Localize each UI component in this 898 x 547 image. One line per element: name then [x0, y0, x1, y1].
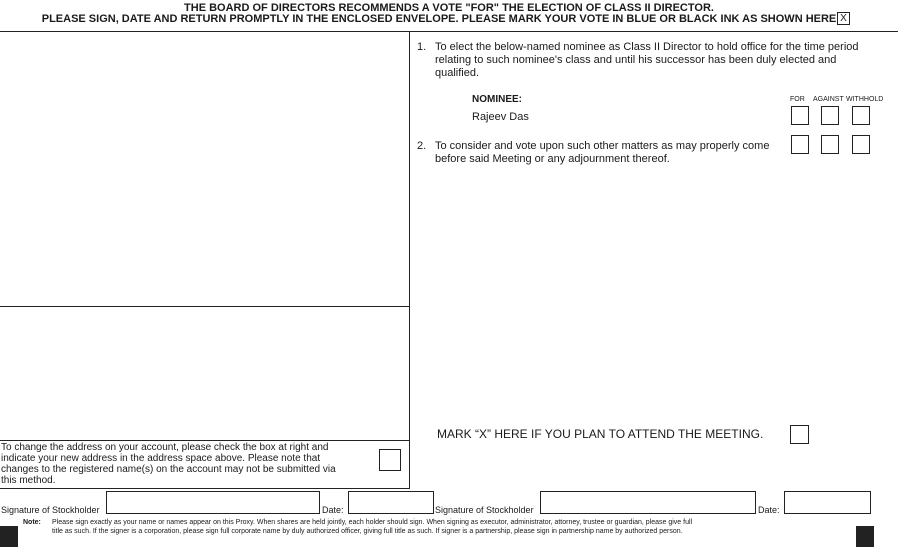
proposal-1-line-3: qualified.: [435, 67, 480, 79]
proposal-2-for-checkbox[interactable]: [791, 135, 809, 154]
date-1-label: Date:: [322, 505, 344, 515]
column-withhold-label: WITHHOLD: [846, 96, 884, 103]
column-against-label: AGAINST: [813, 96, 844, 103]
signature-2-label: Signature of Stockholder: [435, 505, 534, 515]
registration-mark-left: [0, 526, 18, 547]
signature-2-field[interactable]: [540, 491, 756, 514]
address-change-checkbox[interactable]: [379, 449, 401, 471]
nominee-name: Rajeev Das: [472, 111, 529, 123]
signature-1-field[interactable]: [106, 491, 320, 514]
proposal-2-line-2: before said Meeting or any adjournment thereof.: [435, 153, 670, 165]
attend-meeting-checkbox[interactable]: [790, 425, 809, 444]
attend-meeting-text: MARK “X” HERE IF YOU PLAN TO ATTEND THE MEETING.: [437, 427, 764, 441]
date-2-field[interactable]: [784, 491, 871, 514]
column-for-label: FOR: [790, 96, 805, 103]
address-change-line-2: indicate your new address in the address space above. Please note that: [1, 453, 321, 464]
note-line-2: title as such. If the signer is a corporation, please sign full corporate name by duly authorized officer, giving full title as such. If signer is a partnership, please sign in partnership name by authorized person.: [52, 528, 683, 535]
note-line-1: Please sign exactly as your name or names appear on this Proxy. When shares are held jointly, each holder should sign. When signing as executor, administrator, attorney, trustee or guardian, please give full: [52, 519, 693, 526]
proposal-2-withhold-checkbox[interactable]: [852, 135, 870, 154]
center-divider: [409, 31, 410, 489]
proposal-1-line-1: To elect the below-named nominee as Class II Director to hold office for the time period: [435, 41, 859, 53]
proposal-2-against-checkbox[interactable]: [821, 135, 839, 154]
address-change-top-rule: [0, 440, 409, 441]
proposal-1-withhold-checkbox[interactable]: [852, 106, 870, 125]
header-line-2: PLEASE SIGN, DATE AND RETURN PROMPTLY IN THE ENCLOSED ENVELOPE. PLEASE MARK YOUR VOTE IN BLUE OR BLACK INK AS SHOWN HERE: [41, 13, 837, 25]
signature-1-label: Signature of Stockholder: [1, 505, 100, 515]
address-change-line-1: To change the address on your account, please check the box at right and: [1, 442, 329, 453]
address-area-divider: [0, 306, 409, 307]
header-line-1: THE BOARD OF DIRECTORS RECOMMENDS A VOTE "FOR" THE ELECTION OF CLASS II DIRECTOR.: [184, 2, 714, 14]
proposal-2-line-1: To consider and vote upon such other matters as may properly come: [435, 140, 770, 152]
proposal-1-number: 1.: [417, 41, 427, 53]
address-change-line-3: changes to the registered name(s) on the account may not be submitted via: [1, 464, 336, 475]
top-rule: [0, 31, 898, 32]
address-change-line-4: this method.: [1, 475, 56, 486]
date-1-field[interactable]: [348, 491, 434, 514]
example-mark-box: [837, 12, 850, 25]
nominee-label: NOMINEE:: [472, 94, 522, 105]
date-2-label: Date:: [758, 505, 780, 515]
note-label: Note:: [23, 519, 41, 526]
address-change-bottom-rule: [0, 488, 409, 489]
proposal-2-number: 2.: [417, 140, 427, 152]
proposal-1-against-checkbox[interactable]: [821, 106, 839, 125]
registration-mark-right: [856, 526, 874, 547]
proposal-1-for-checkbox[interactable]: [791, 106, 809, 125]
proposal-1-line-2: relating to such nominee's class and until his successor has been duly elected and: [435, 54, 837, 66]
example-mark: X: [840, 13, 847, 24]
